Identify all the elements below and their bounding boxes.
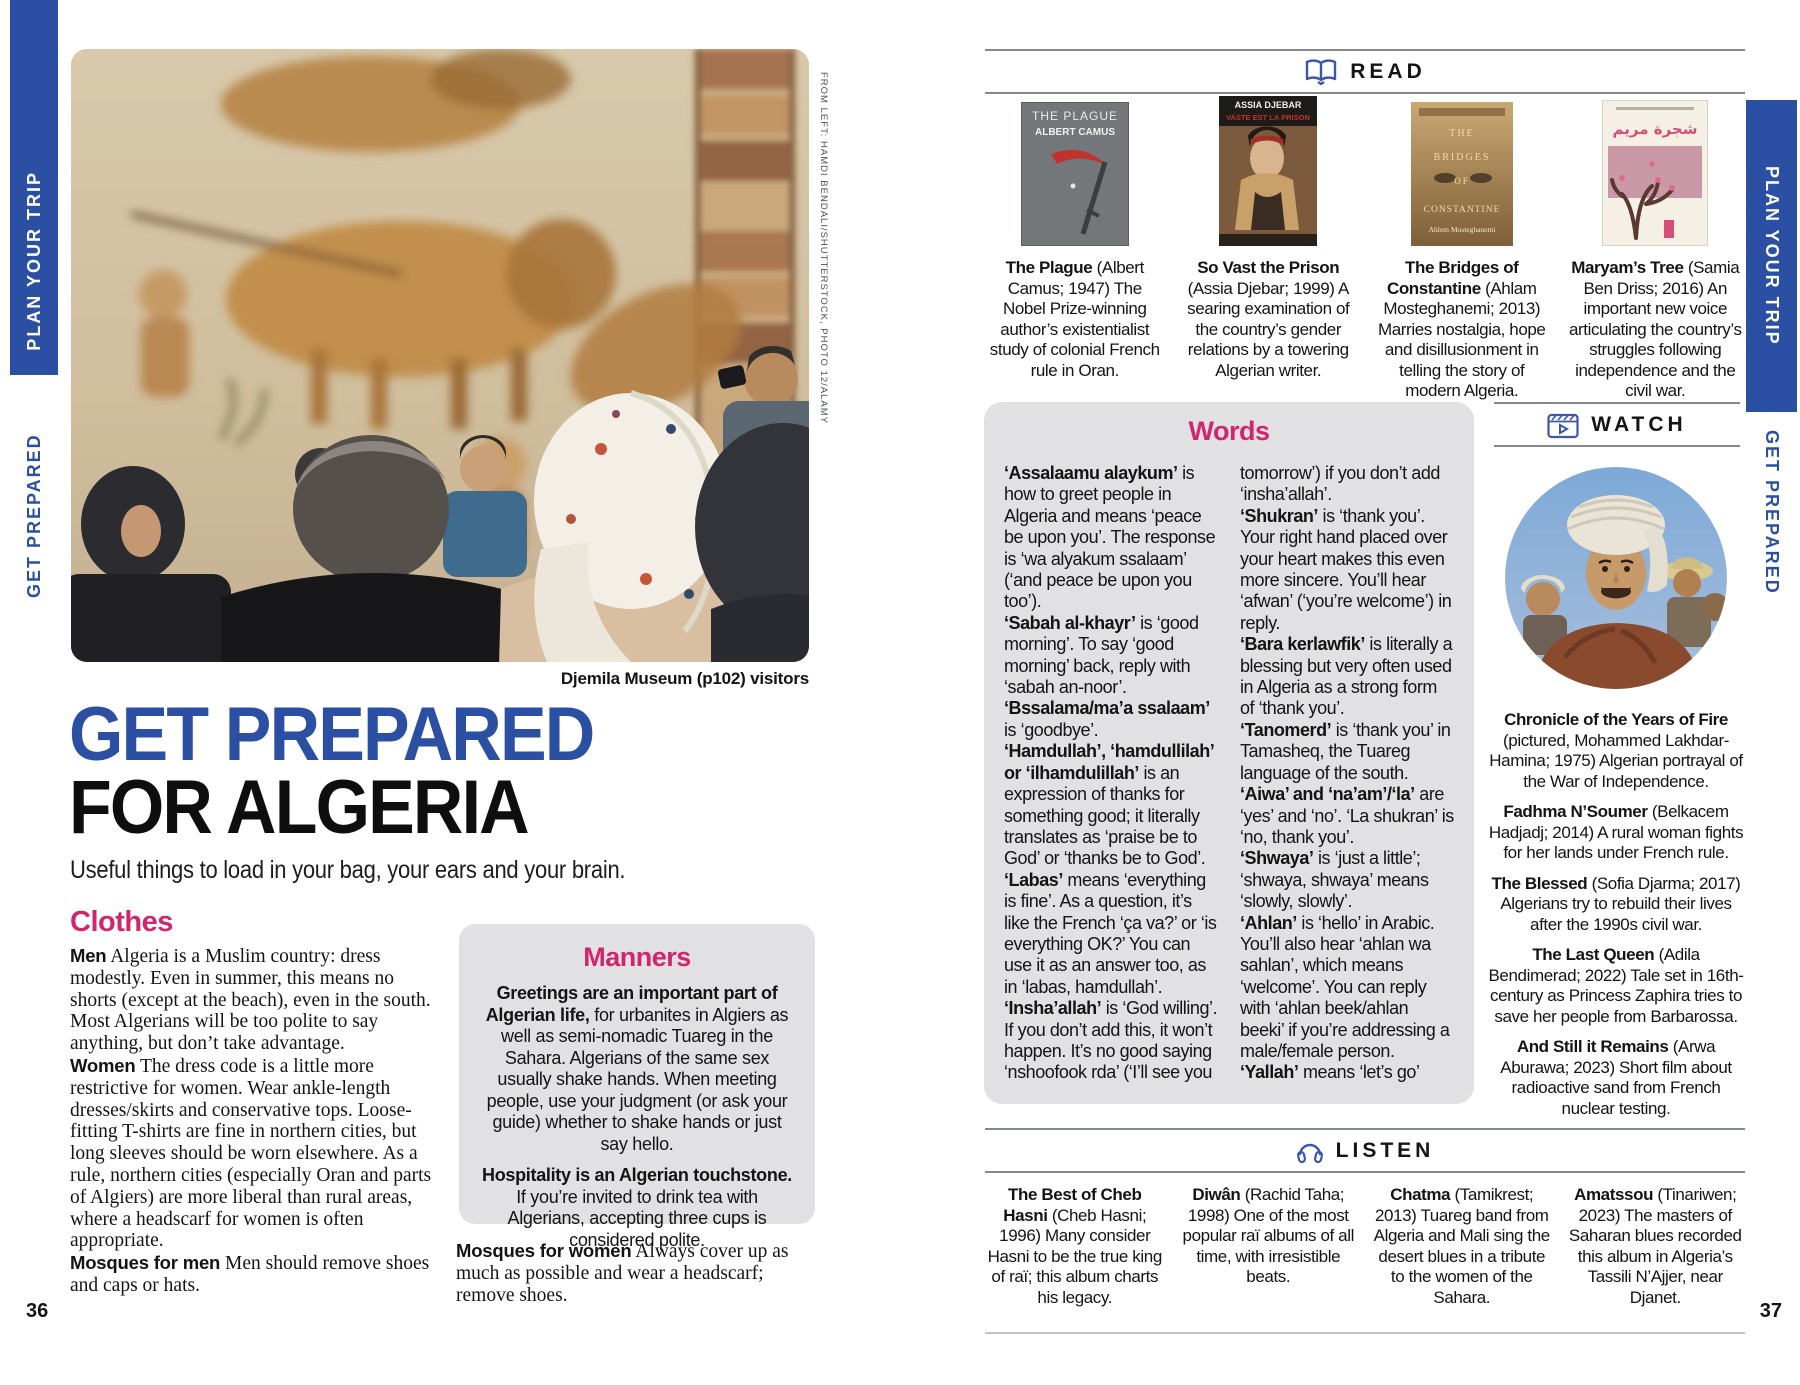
svg-text:THE PLAGUE: THE PLAGUE (1031, 109, 1118, 123)
book-cover-maryams-tree (1602, 100, 1708, 246)
words-column-2 (1240, 463, 1454, 1084)
watch-entry: Chronicle of the Years of Fire (pictured, Mohammed Lakhdar-Hamina; 1975) Algerian portrayal of the War of Independence. (1489, 710, 1743, 791)
word-entry: ‘Shukran’ is ‘thank you’. Your right hand placed over your heart makes this even more sincere. You’ll hear ‘afwan’ (‘you’re welcome’) in reply. (1240, 505, 1452, 633)
photo-credit: FROM LEFT: HAMDI BENDALI/SHUTTERSTOCK, PHOTO 12/ALAMY (818, 72, 829, 424)
svg-text:CONSTANTINE: CONSTANTINE (1423, 205, 1501, 215)
right-get-prepared-label: GET PREPARED (1762, 430, 1782, 595)
listen-item (1179, 1185, 1359, 1288)
read-caption (985, 258, 1165, 381)
page-number-left: 36 (26, 1300, 49, 1322)
watch-heading: WATCH (1591, 412, 1687, 436)
book-cover-bridges-of-constantine (1411, 100, 1513, 246)
word-entry: ‘Bssalama/ma’a ssalaam’ is ‘goodbye’. (1004, 698, 1210, 740)
page-subtitle: Useful things to load in your bag, your ears and your brain. (70, 856, 626, 884)
svg-text:Ahlem Mosteghanemi: Ahlem Mosteghanemi (1428, 225, 1496, 234)
watch-entry: Fadhma N’Soumer (Belkacem Hadjadj; 2014) A rural woman fights for her lands under French rule. (1488, 802, 1744, 862)
page-title-line2: FOR ALGERIA (69, 765, 528, 850)
listen-grid (985, 1185, 1745, 1308)
read-heading: READ (1350, 59, 1426, 83)
left-section-band (10, 398, 58, 598)
word-entry: ‘Yallah’ means ‘let’s go’ (1240, 1062, 1420, 1083)
svg-text:BRIDGES: BRIDGES (1433, 152, 1491, 163)
word-entry: ‘Hamdullah’, ‘hamdullilah’ or ‘ilhamdulillah’ is an expression of thanks for something good; it literally translates as ‘praise be to God’ or ‘thanks be to God’. (1004, 741, 1214, 869)
listen-item (985, 1185, 1165, 1308)
page-title-line1: GET PREPARED (69, 692, 594, 777)
read-caption (1179, 258, 1359, 381)
read-caption-text: So Vast the Prison (Assia Djebar; 1999) A searing examination of the country’s gender relations by a towering Algerian writer. (1187, 258, 1350, 380)
left-plan-your-trip-label: PLAN YOUR TRIP (23, 171, 44, 351)
listen-caption-text: The Best of Cheb Hasni (Cheb Hasni; 1996) Many consider Hasni to be the true king of raï; this album charts his legacy. (987, 1185, 1162, 1307)
manners-body (479, 983, 795, 1251)
word-entry: ‘Sabah al-khayr’ is ‘good morning’. To say ‘good morning’ back, reply with ‘sabah an-noor’. (1004, 612, 1199, 698)
headphones-icon (1296, 1137, 1324, 1165)
read-caption-text: Maryam’s Tree (Samia Ben Driss; 2016) An important new voice articulating the country’s struggles following independence and the civil war. (1568, 258, 1742, 400)
word-entry: ‘Assalaamu alaykum’ is how to greet people in Algeria and means ‘peace be upon you’. The response is ‘wa alyakum ssalaam’ (‘and peace be upon you too’). (1004, 463, 1216, 612)
words-column-1 (1004, 463, 1218, 1084)
svg-text:ASSIA DJEBAR: ASSIA DJEBAR (1234, 100, 1302, 110)
open-book-icon (1304, 59, 1338, 85)
read-grid (985, 100, 1745, 402)
manners-paragraph: Hospitality is an Algerian touchstone. If you’re invited to drink tea with Algerians, accepting three cups is considered polite. (482, 1165, 792, 1250)
mosques-for-women-paragraph (456, 1240, 810, 1306)
read-item (1179, 100, 1359, 402)
listen-caption-text: Chatma (Tamikrest; 2013) Tuareg band from Algeria and Mali sing the desert blues in a tribute to the women of the Sahara. (1373, 1185, 1550, 1307)
manners-paragraph: Greetings are an important part of Algerian life, for urbanites in Algiers as well as semi-nomadic Tuareg in the Sahara. Algerians of the same sex usually shake hands. When meeting people, use your judgment (or ask your guide) whether to shake hands or just say hello. (485, 983, 789, 1154)
svg-text:ALBERT CAMUS: ALBERT CAMUS (1034, 127, 1115, 138)
read-item (1566, 100, 1746, 402)
word-entry: ‘Bara kerlawfik’ is literally a blessing but very often used in Algeria as a strong form of ‘thank you’. (1240, 634, 1453, 719)
watch-entry: And Still it Remains (Arwa Aburawa; 2023) Short film about radioactive sand from French nuclear testing. (1500, 1037, 1732, 1118)
svg-text:VASTE EST LA PRISON: VASTE EST LA PRISON (1226, 113, 1311, 122)
read-item (1372, 100, 1552, 402)
museum-photo (71, 49, 809, 662)
page-number-right: 37 (1759, 1300, 1782, 1322)
word-entry: tomorrow’) if you don’t add ‘insha’allah’. (1240, 463, 1440, 505)
read-caption (1372, 258, 1552, 402)
read-caption-text: The Plague (Albert Camus; 1947) The Nobel Prize-winning author’s existentialist study of colonial French rule in Oran. (989, 258, 1160, 380)
watch-entry: The Last Queen (Adila Bendimerad; 2022) Tale set in 16th-century as Princess Zaphira tries to save her people from Barbarossa. (1488, 945, 1744, 1026)
listen-heading: LISTEN (1335, 1138, 1435, 1162)
read-section-header (985, 49, 1745, 94)
clothes-body (70, 945, 436, 1297)
words-heading: Words (1188, 416, 1270, 446)
movie-still-illustration (1505, 467, 1727, 689)
clothes-paragraph: Women The dress code is a little more restrictive for women. Wear ankle-length dresses/skirts and conservative tops. Loose-fitting T-shirts are fine in northern cities, but long sleeves should be worn elsewhere. As a rule, northern cities (especially Oran and parts of Algiers) are more liberal than rural areas, where a headscarf for women is often appropriate. (70, 1054, 432, 1252)
left-get-prepared-label: GET PREPARED (23, 433, 44, 598)
right-section-band (1746, 430, 1797, 660)
word-entry: ‘Aiwa’ and ‘na’am’/‘la’ are ‘yes’ and ‘no’. ‘La shukran’ is ‘no, thank you’. (1240, 784, 1454, 847)
right-plan-your-trip-label: PLAN YOUR TRIP (1762, 166, 1782, 346)
word-entry: ‘Insha’allah’ is ‘God willing’. If you don’t add this, it won’t happen. It’s no good saying ‘nshoofook rda’ (‘I’ll see you (1004, 998, 1218, 1083)
read-caption (1566, 258, 1746, 402)
clothes-paragraph: Men Algeria is a Muslim country: dress modestly. Even in summer, this means no shorts (except at the beach), even in the south. Most Algerians will be too polite to say anything, but don’t take advantage. (70, 945, 431, 1055)
mosques-for-women-text: Mosques for women Always cover up as much as possible and wear a headscarf; remove shoes. (456, 1240, 789, 1306)
listen-caption-text: Amatssou (Tinariwen; 2023) The masters of Saharan blues recorded this album in Algeria’s Tassili N’Ajjer, near Djanet. (1568, 1185, 1742, 1307)
word-entry: ‘Shwaya’ is ‘just a little’; ‘shwaya, shwaya’ means ‘slowly, slowly’. (1240, 848, 1429, 912)
photo-caption: Djemila Museum (p102) visitors (560, 669, 809, 688)
words-box (984, 402, 1474, 1104)
read-caption-text: The Bridges of Constantine (Ahlam Mosteghanemi; 2013) Marries nostalgia, hope and disillusionment in telling the story of modern Algeria. (1377, 258, 1546, 400)
watch-section-header (1494, 402, 1740, 447)
svg-text:شجرة مريم: شجرة مريم (1612, 120, 1698, 138)
museum-photo-illustration (71, 49, 809, 662)
listen-item (1566, 1185, 1746, 1308)
svg-text:OF: OF (1453, 176, 1470, 186)
clothes-heading: Clothes (70, 906, 173, 938)
page-title (69, 692, 594, 850)
listen-caption-text: Diwân (Rachid Taha; 1998) One of the most popular raï albums of all time, with irresistible beats. (1182, 1185, 1354, 1286)
word-entry: ‘Tanomerd’ is ‘thank you’ in Tamasheq, the Tuareg language of the south. (1240, 719, 1451, 783)
svg-text:THE: THE (1449, 128, 1475, 139)
video-player-icon (1547, 411, 1579, 439)
word-entry: ‘Labas’ means ‘everything is fine’. As a question, it’s like the French ‘ça va?’ or ‘is everything OK?’ You can use it as an answer too, as in ‘labas, hamdullah’. (1004, 869, 1217, 997)
listen-section-header (985, 1128, 1745, 1173)
clothes-paragraph: Mosques for men Men should remove shoes and caps or hats. (70, 1252, 430, 1296)
read-item (985, 100, 1165, 402)
book-cover-so-vast-the-prison (1219, 100, 1317, 246)
watch-movie-still (1505, 467, 1727, 689)
manners-heading: Manners (583, 942, 691, 972)
watch-entry: The Blessed (Sofia Djarma; 2017) Algerians try to rebuild their lives after the 1990s civil war. (1491, 873, 1741, 934)
watch-list (1486, 710, 1746, 1129)
listen-item (1372, 1185, 1552, 1308)
word-entry: ‘Ahlan’ is ‘hello’ in Arabic. You’ll also hear ‘ahlan wa sahlan’, which means ‘welcome’. You can reply with ‘ahlan beek/ahlan beeki’ if you’re addressing a male/female person. (1240, 912, 1450, 1061)
left-sidebar-plan-band (10, 0, 58, 375)
book-cover-the-plague (1021, 100, 1129, 246)
bottom-rule (985, 1332, 1745, 1334)
manners-box (459, 924, 815, 1250)
right-sidebar-plan-band (1746, 100, 1797, 412)
